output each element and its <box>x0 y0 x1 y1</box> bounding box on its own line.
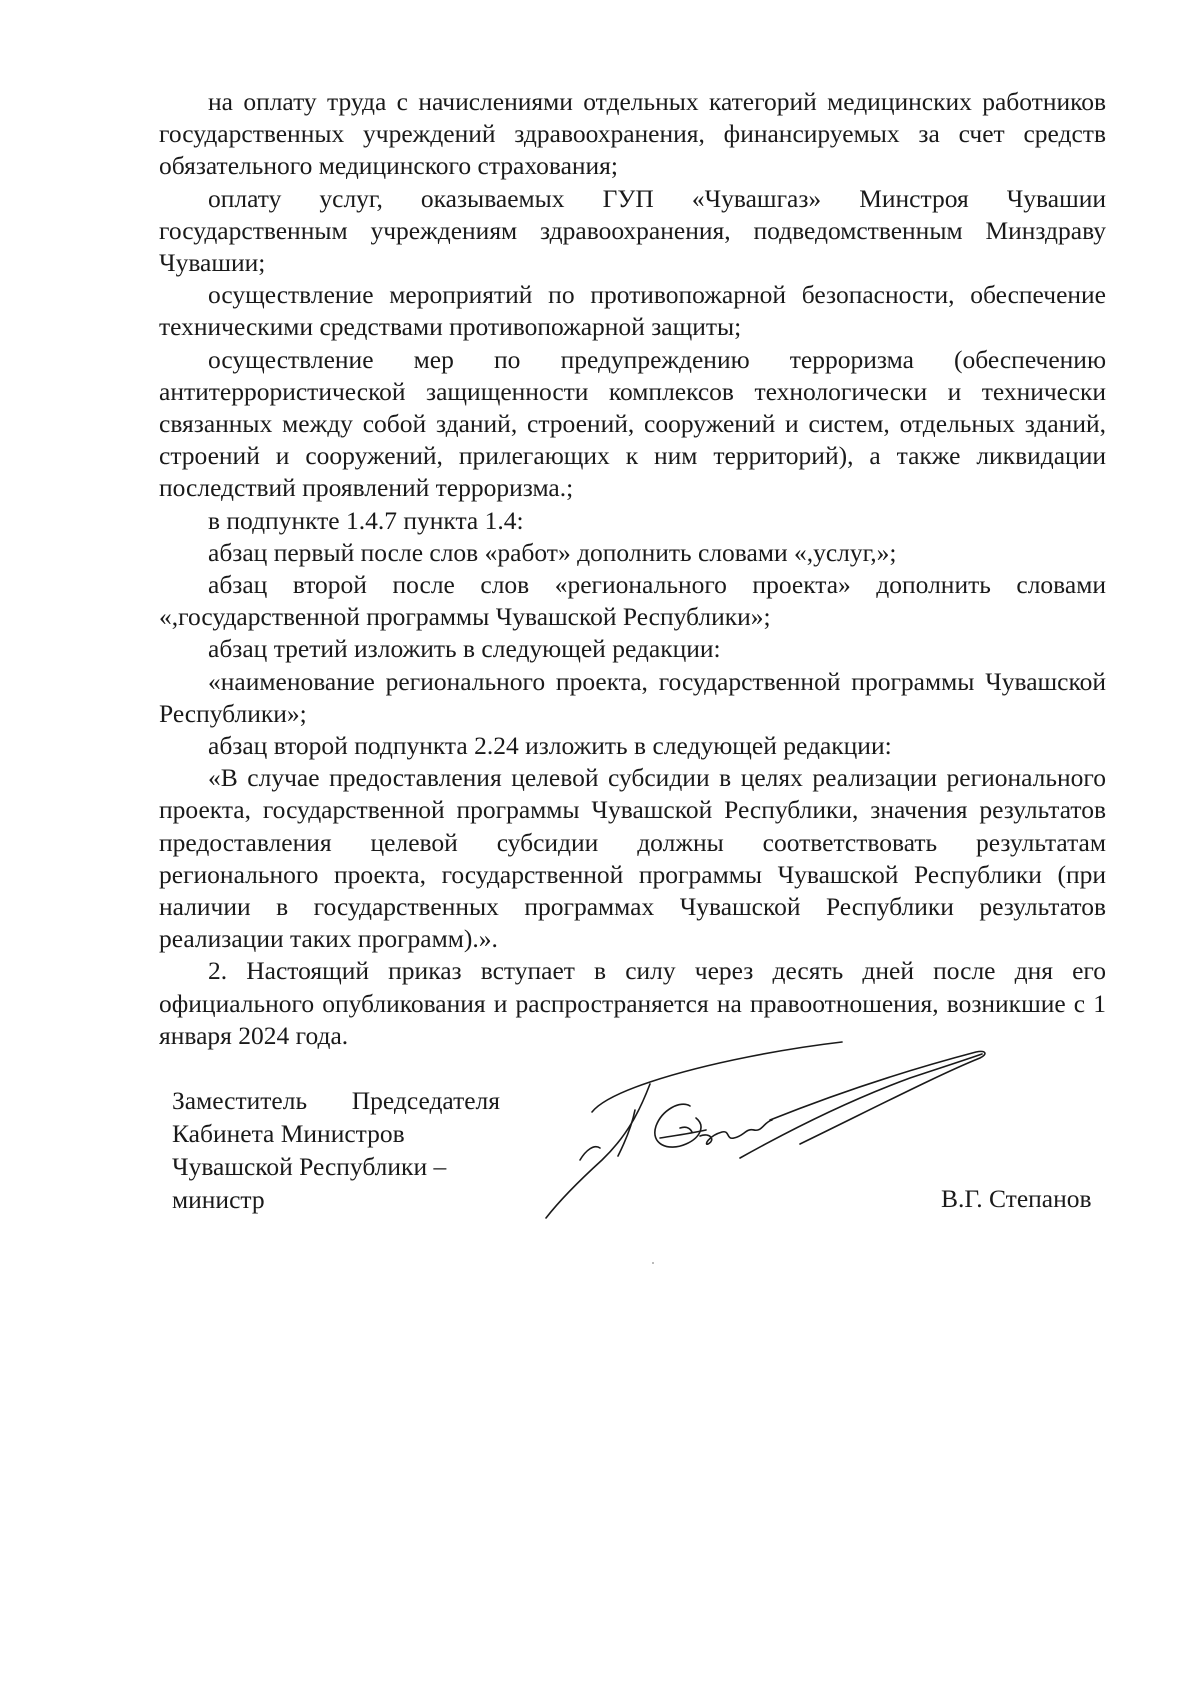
paragraph-effective-date: 2. Настоящий приказ вступает в силу через десять дней после дня его официального опубликования и распространяется на правоотношения, возникшие с 1 января 2024 года. <box>159 956 1106 1050</box>
paragraph: «В случае предоставления целевой субсидии в целях реализации регионального проекта, государственной программы Чувашской Республики, значения результатов предоставления целевой субсидии должны соответствовать результатам регионального проекта, государственной программы Чувашской Республики (при наличии в государственных программах Чувашской Республики результатов реализации таких программ).». <box>159 763 1106 954</box>
paragraph: оплату услуг, оказываемых ГУП «Чувашгаз» Минстроя Чувашии государственным учреждениям здравоохранения, подведомственным Минздраву Чувашии; <box>159 183 1106 278</box>
scan-speck <box>652 1262 654 1264</box>
paragraph: абзац второй подпункта 2.24 изложить в следующей редакции: <box>208 731 892 761</box>
paragraph: абзац третий изложить в следующей редакции: <box>208 634 721 664</box>
paragraph: «наименование регионального проекта, государственной программы Чувашской Республики»; <box>159 666 1106 728</box>
paragraph: осуществление мероприятий по противопожарной безопасности, обеспечение техническими средствами противопожарной защиты; <box>159 280 1106 342</box>
paragraph: в подпункте 1.4.7 пункта 1.4: <box>208 505 524 535</box>
signatory-title-line: Чувашской Республики – <box>172 1152 447 1181</box>
paragraph: абзац второй после слов «регионального проекта» дополнить словами «,государственной программы Чувашской Республики»; <box>159 570 1106 632</box>
document-body <box>159 86 1106 1052</box>
signatory-title-line: министр <box>172 1185 265 1214</box>
signatory-title <box>172 1084 500 1216</box>
paragraph: осуществление мер по предупреждению терроризма (обеспечению антитеррористической защищенности комплексов технологически и технически связанных между собой зданий, строений, сооружений и систем, отдельных зданий, строений и сооружений, прилегающих к ним территорий), а также ликвидации последствий проявлений терроризма.; <box>159 344 1106 503</box>
signatory-title-line: Кабинета Министров <box>172 1119 405 1148</box>
paragraph: абзац первый после слов «работ» дополнить словами «,услуг,»; <box>208 537 897 567</box>
signatory-title-line: Заместитель Председателя <box>172 1086 500 1115</box>
signer-name: В.Г. Степанов <box>941 1184 1092 1213</box>
paragraph: на оплату труда с начислениями отдельных категорий медицинских работников государственных учреждений здравоохранения, финансируемых за счет средств обязательного медицинского страхования; <box>159 87 1106 181</box>
